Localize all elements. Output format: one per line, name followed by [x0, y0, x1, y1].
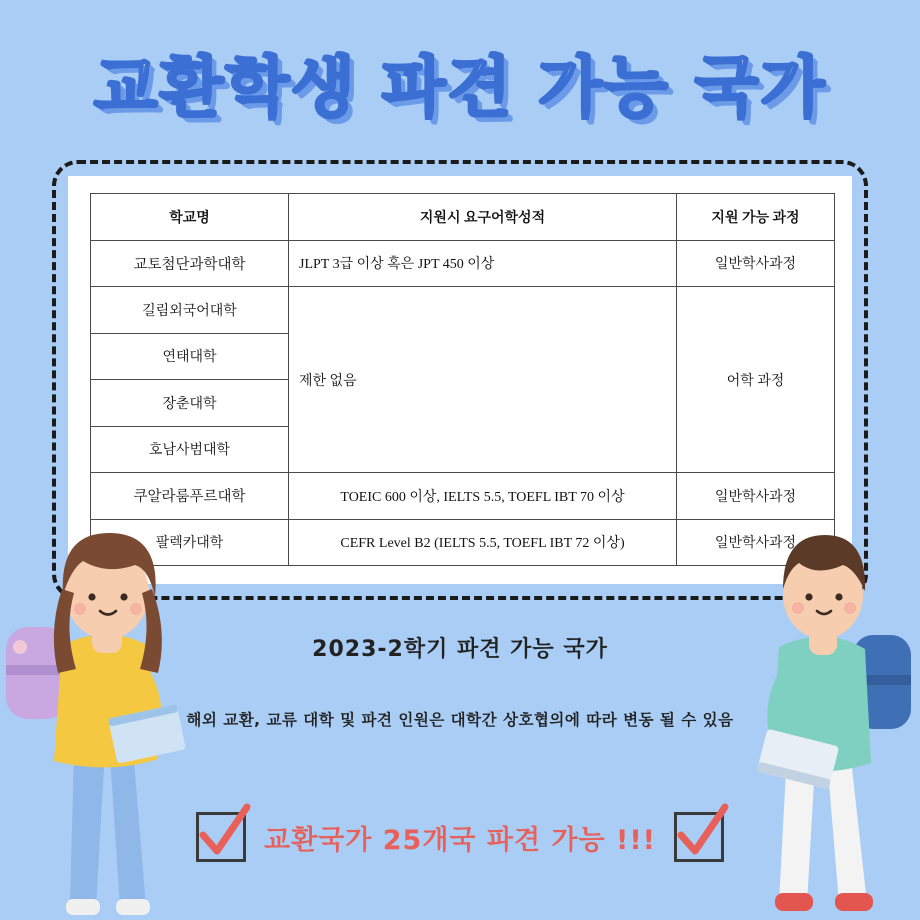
cell-course: 일반학사과정: [677, 240, 835, 287]
checkbox-right: [674, 812, 724, 862]
cell-requirement-merged: 제한 없음: [289, 287, 677, 473]
cell-school: 연태대학: [91, 333, 289, 380]
page-title: 교환학생 파견 가능 국가: [93, 49, 827, 126]
student-illustration-left: [0, 515, 215, 920]
student-illustration-right: [735, 515, 920, 920]
cell-course: 일반학사과정: [677, 473, 835, 520]
column-header-requirement: 지원시 요구어학성적: [289, 194, 677, 241]
checkmark-icon: [671, 801, 733, 863]
disclaimer-note: 해외 교환, 교류 대학 및 파견 인원은 대학간 상호협의에 따라 변동 될 수 있음: [186, 711, 734, 729]
cell-course: 일반학사과정: [677, 519, 835, 566]
cell-school: 팔렉카대학: [91, 519, 289, 566]
semester-subtitle: 2023-2학기 파견 가능 국가: [312, 637, 608, 662]
cell-course-merged: 어학 과정: [677, 287, 835, 473]
cell-school: 길림외국어대학: [91, 287, 289, 334]
column-header-course: 지원 가능 과정: [677, 194, 835, 241]
boy-student-icon: [735, 515, 920, 915]
cell-school: 호남사범대학: [91, 426, 289, 473]
cell-school: 교토첨단과학대학: [91, 240, 289, 287]
table-row: [91, 473, 835, 520]
table-row: [91, 240, 835, 287]
exchange-university-table: [90, 193, 835, 566]
cell-school: 장춘대학: [91, 380, 289, 427]
cell-requirement: TOEIC 600 이상, IELTS 5.5, TOEFL IBT 70 이상: [289, 473, 677, 520]
cell-school: 쿠알라룸푸르대학: [91, 473, 289, 520]
footer-text: 교환국가 25개국 파견 가능 !!!: [264, 824, 656, 856]
table-header-row: [91, 194, 835, 241]
table-row: [91, 287, 835, 334]
column-header-school: 학교명: [91, 194, 289, 241]
page-title-container: [0, 34, 920, 129]
cell-requirement: CEFR Level B2 (IELTS 5.5, TOEFL IBT 72 이상): [289, 519, 677, 566]
girl-student-icon: [0, 515, 215, 915]
cell-requirement: JLPT 3급 이상 혹은 JPT 450 이상: [289, 240, 677, 287]
